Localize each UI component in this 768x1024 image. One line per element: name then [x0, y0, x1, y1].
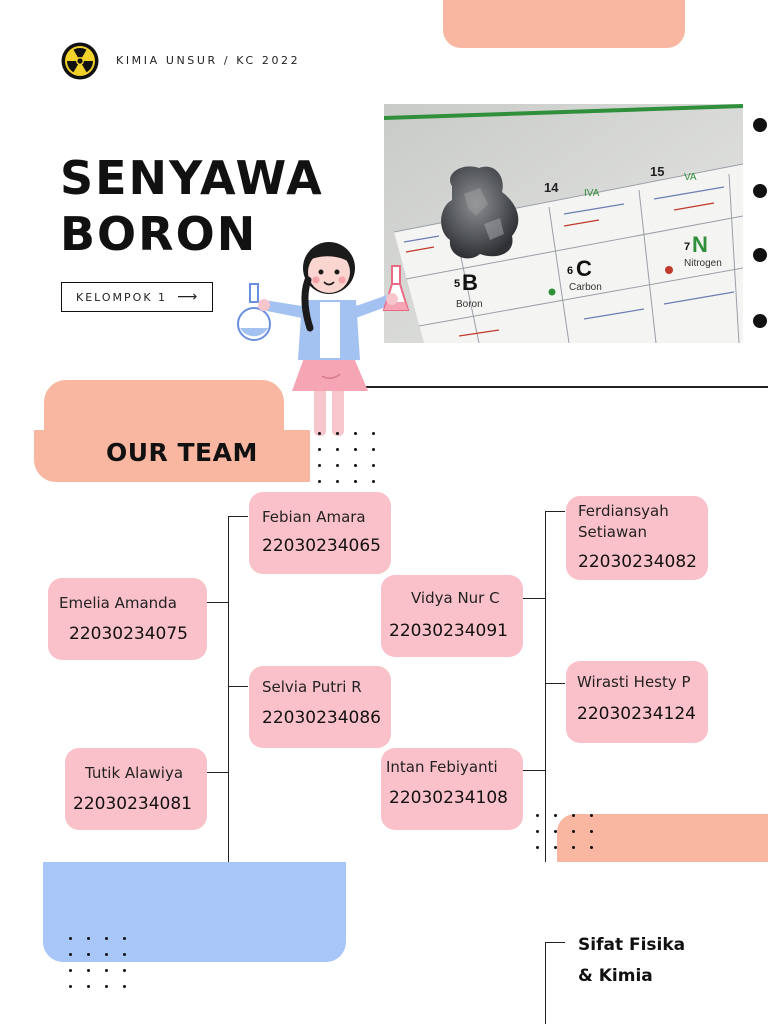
member-card — [381, 748, 523, 830]
scientist-girl-illustration — [236, 236, 416, 436]
tree-line — [207, 602, 229, 603]
member-card — [48, 578, 207, 660]
member-name: Tutik Alawiya — [85, 764, 184, 782]
group-14-sub: IVA — [584, 188, 600, 199]
bullet-point — [753, 184, 767, 198]
tree-line — [207, 772, 229, 773]
member-name: Intan Febiyanti — [386, 758, 498, 776]
tree-line — [523, 598, 546, 599]
group-15-label: 15 — [650, 164, 665, 179]
member-card — [566, 661, 708, 743]
tree-line — [228, 686, 248, 687]
member-id: 22030234075 — [69, 624, 188, 644]
boron-photo — [384, 104, 743, 343]
title-line-2: BORON — [60, 207, 258, 261]
member-id: 22030234108 — [389, 788, 508, 808]
member-id: 22030234086 — [262, 708, 381, 728]
tree-line — [228, 516, 229, 862]
tree-line — [545, 942, 565, 943]
title-line-1: SENYAWA — [60, 151, 324, 205]
member-card — [381, 575, 523, 657]
section-link-sifat[interactable] — [578, 930, 685, 992]
nitrogen-name: Nitrogen — [684, 258, 722, 269]
bullet-point — [753, 314, 767, 328]
boron-symbol: B — [462, 270, 478, 295]
member-name: Selvia Putri R — [262, 678, 362, 696]
arrow-right-icon: ⟶ — [177, 289, 198, 305]
member-name: Febian Amara — [262, 508, 366, 526]
decorative-dot-grid — [69, 937, 126, 988]
carbon-symbol: C — [576, 256, 592, 281]
team-heading: OUR TEAM — [106, 438, 258, 467]
member-id: 22030234065 — [262, 536, 381, 556]
tree-line — [545, 683, 565, 684]
group-button-label: KELOMPOK 1 — [76, 290, 168, 304]
member-name: Ferdiansyah — [578, 502, 669, 520]
tree-line — [545, 511, 565, 512]
brand-label: KIMIA UNSUR / KC 2022 — [116, 54, 301, 67]
decorative-dot-grid — [536, 814, 593, 849]
nitrogen-symbol: N — [692, 232, 708, 257]
member-name-line-2: Setiawan — [578, 523, 647, 541]
member-id: 22030234081 — [73, 794, 192, 814]
tree-line — [228, 516, 248, 517]
decorative-dot-grid — [318, 432, 375, 483]
member-card — [566, 496, 708, 580]
member-card — [65, 748, 207, 830]
section-link-line-1: Sifat Fisika — [578, 935, 686, 955]
radiation-icon — [61, 42, 99, 80]
member-card — [249, 492, 391, 574]
member-id: 22030234091 — [389, 621, 508, 641]
section-link-line-2: & Kimia — [578, 966, 653, 986]
member-id: 22030234124 — [577, 704, 696, 724]
group-15-sub: VA — [684, 172, 697, 183]
boron-name: Boron — [456, 299, 483, 310]
member-name: Vidya Nur C — [411, 589, 500, 607]
member-name: Emelia Amanda — [59, 594, 177, 612]
member-id: 22030234082 — [578, 552, 697, 572]
member-name: Wirasti Hesty P — [577, 673, 691, 691]
group-button[interactable] — [61, 282, 213, 312]
group-14-label: 14 — [544, 180, 559, 195]
carbon-name: Carbon — [569, 282, 602, 293]
tree-line — [545, 511, 546, 862]
carbon-number: 6 — [567, 265, 574, 277]
decorative-peach-block — [443, 0, 685, 48]
bullet-point — [753, 118, 767, 132]
tree-line — [523, 770, 546, 771]
boron-number: 5 — [454, 278, 461, 290]
bullet-point — [753, 248, 767, 262]
member-card — [249, 666, 391, 748]
nitrogen-number: 7 — [684, 241, 691, 253]
tree-line — [545, 942, 546, 1024]
